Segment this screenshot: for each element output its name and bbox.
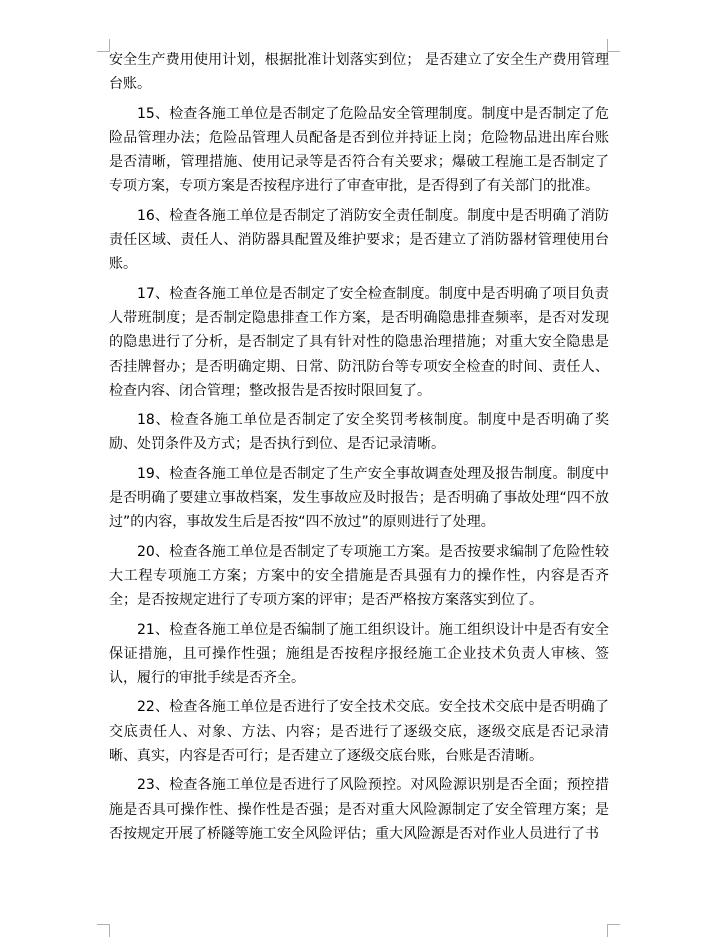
document-page: [109, 48, 609, 846]
paragraph-continuation: 安全生产费用使用计划，根据批准计划落实到位； 是否建立了安全生产费用管理台账。: [109, 52, 609, 93]
paragraph-item-20: 20、检查各施工单位是否制定了专项施工方案。是否按要求编制了危险性较大工程专项施工方案；方案中的安全措施是否具强有力的操作性，内容是否齐全；是否按规定进行了专项方案的评审；是否严格按方案落实到位了。: [109, 543, 609, 609]
paragraph-item-18: 18、检查各施工单位是否制定了安全奖罚考核制度。制度中是否明确了奖励、处罚条件及方式；是否执行到位、是否记录清晰。: [109, 412, 609, 453]
paragraph-item-22: 22、检查各施工单位是否进行了安全技术交底。安全技术交底中是否明确了交底责任人、对象、方法、内容；是否进行了逐级交底，逐级交底是否记录清晰、真实，内容是否可行；是否建立了逐级交底台账，台账是否清晰。: [109, 699, 609, 765]
crop-mark-bottom-right: [607, 924, 620, 937]
paragraph-item-19: 19、检查各施工单位是否制定了生产安全事故调查处理及报告制度。制度中是否明确了要建立事故档案，发生事故应及时报告；是否明确了事故处理“四不放过”的内容，事故发生后是否按“四不放过”的原则进行了处理。: [109, 465, 609, 531]
paragraph-item-17: 17、检查各施工单位是否制定了安全检查制度。制度中是否明确了项目负责人带班制度；是否制定隐患排查工作方案，是否明确隐患排查频率，是否对发现的隐患进行了分析，是否制定了具有针对性的隐患治理措施；对重大安全隐患是否挂牌督办；是否明确定期、日常、防汛防台等专项安全检查的时间、责任人、检查内容、闭合管理；整改报告是否按时限回复了。: [109, 285, 609, 399]
crop-mark-bottom-left: [97, 924, 110, 937]
paragraph-item-15: 15、检查各施工单位是否制定了危险品安全管理制度。制度中是否制定了危险品管理办法；危险品管理人员配备是否到位并持证上岗；危险物品进出库台账是否清晰，管理措施、使用记录等是否符合有关要求；爆破工程施工是否制定了专项方案，专项方案是否按程序进行了审查审批，是否得到了有关部门的批准。: [109, 105, 609, 195]
paragraph-item-21: 21、检查各施工单位是否编制了施工组织设计。施工组织设计中是否有安全保证措施，且可操作性强；施组是否按程序报经施工企业技术负责人审核、签认，履行的审批手续是否齐全。: [109, 621, 609, 687]
paragraph-item-16: 16、检查各施工单位是否制定了消防安全责任制度。制度中是否明确了消防责任区域、责任人、消防器具配置及维护要求；是否建立了消防器材管理使用台账。: [109, 207, 609, 273]
paragraph-item-23: 23、检查各施工单位是否进行了风险预控。对风险源识别是否全面；预控措施是否具可操作性、操作性是否强；是否对重大风险源制定了安全管理方案；是否按规定开展了桥隧等施工安全风险评估；重大风险源是否对作业人员进行了书: [109, 777, 609, 842]
